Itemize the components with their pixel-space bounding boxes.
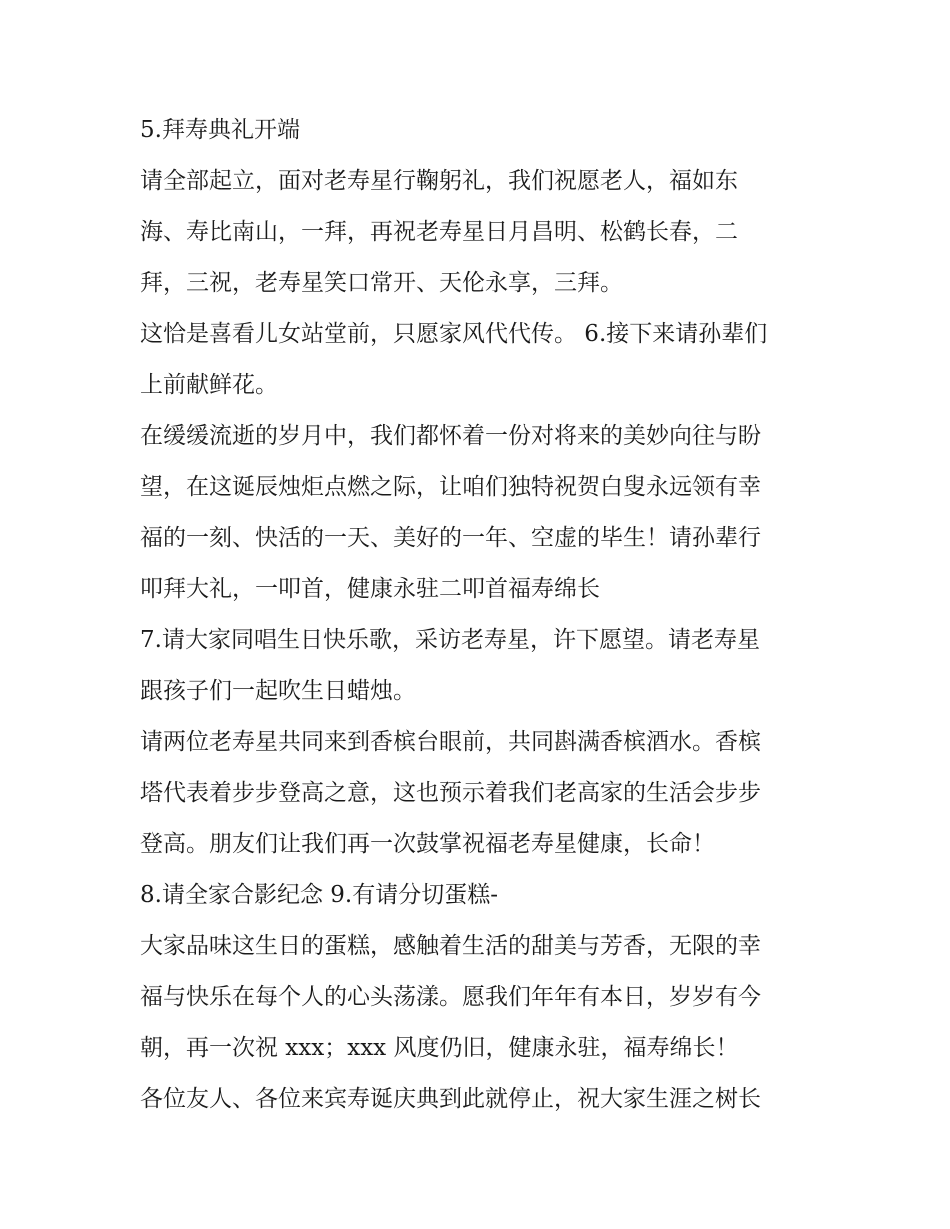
text-line: 上前献鲜花。 bbox=[140, 372, 278, 398]
text-line: 8.请全家合影纪念 9.有请分切蛋糕- bbox=[140, 882, 498, 908]
text-line: 海、寿比南山，一拜，再祝老寿星日月昌明、松鹤长春，二 bbox=[140, 219, 738, 245]
text-line: 跟孩子们一起吹生日蜡烛。 bbox=[140, 678, 416, 704]
document-body bbox=[140, 112, 820, 1132]
text-line: 登高。朋友们让我们再一次鼓掌祝福老寿星健康，长命！ bbox=[140, 831, 715, 857]
text-line: 叩拜大礼，一叩首，健康永驻二叩首福寿绵长 bbox=[140, 576, 600, 602]
text-line: 请两位老寿星共同来到香槟台眼前，共同斟满香槟酒水。香槟 bbox=[140, 729, 761, 755]
text-line: 拜，三祝，老寿星笑口常开、天伦永享，三拜。 bbox=[140, 270, 623, 296]
text-line: 福与快乐在每个人的心头荡漾。愿我们年年有本日，岁岁有今 bbox=[140, 984, 761, 1010]
text-line: 7.请大家同唱生日快乐歌，采访老寿星，许下愿望。请老寿星 bbox=[140, 627, 760, 653]
text-line: 大家品味这生日的蛋糕，感触着生活的甜美与芳香，无限的幸 bbox=[140, 933, 761, 959]
text-line: 望，在这诞辰烛炬点燃之际，让咱们独特祝贺白叟永远领有幸 bbox=[140, 474, 761, 500]
text-line: 这恰是喜看儿女站堂前，只愿家风代代传。 6.接下来请孙辈们 bbox=[140, 321, 768, 347]
text-line: 福的一刻、快活的一天、美好的一年、空虚的毕生！请孙辈行 bbox=[140, 525, 761, 551]
text-line: 塔代表着步步登高之意，这也预示着我们老高家的生活会步步 bbox=[140, 780, 761, 806]
text-line: 请全部起立，面对老寿星行鞠躬礼，我们祝愿老人，福如东 bbox=[140, 168, 738, 194]
text-line: 5.拜寿典礼开端 bbox=[140, 117, 300, 143]
text-line: 在缓缓流逝的岁月中，我们都怀着一份对将来的美妙向往与盼 bbox=[140, 423, 761, 449]
text-line: 朝，再一次祝 xxx；xxx 风度仍旧，健康永驻，福寿绵长！ bbox=[140, 1035, 739, 1061]
text-line: 各位友人、各位来宾寿诞庆典到此就停止，祝大家生涯之树长 bbox=[140, 1086, 761, 1112]
